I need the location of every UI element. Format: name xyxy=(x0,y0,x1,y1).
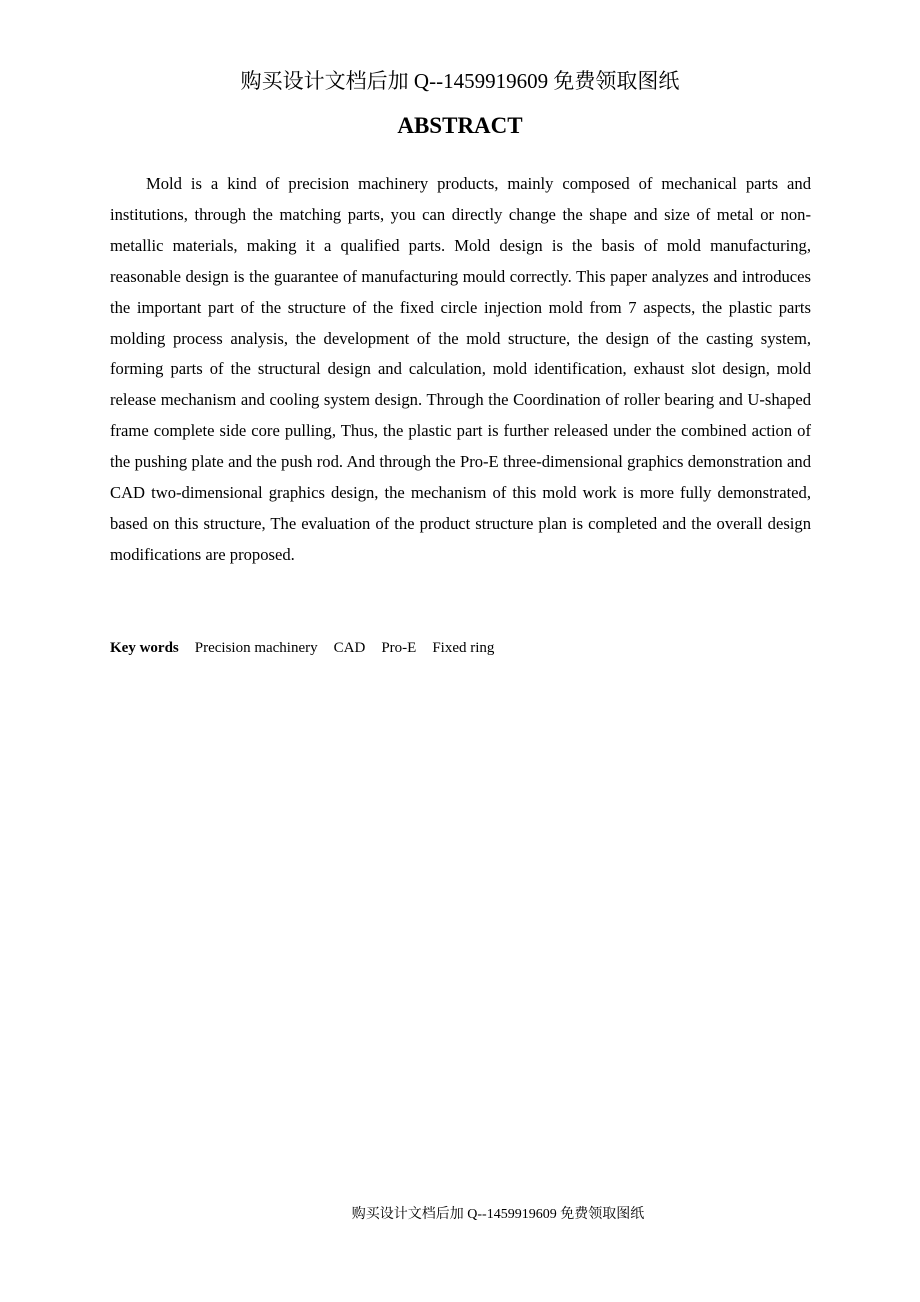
keyword-item: Pro-E xyxy=(381,640,417,656)
keyword-item: Precision machinery xyxy=(194,640,318,656)
keyword-item: CAD xyxy=(333,640,366,656)
keywords-line xyxy=(110,636,811,660)
header-watermark-note: 购买设计文档后加 Q--1459919609 免费领取图纸 xyxy=(240,69,680,93)
keywords-label: Key words xyxy=(110,640,179,656)
footer-watermark-note: 购买设计文档后加 Q--1459919609 免费领取图纸 xyxy=(351,1207,645,1222)
abstract-paragraph: Mold is a kind of precision machinery products, mainly composed of mechanical parts and institutions, through the matching parts, you can directly change the shape and size of metal or non-metallic materials, making it a qualified parts. Mold design is the basis of mold manufacturing, reasonable design is the guarantee of manufacturing mould correctly. This paper analyzes and introduces the important part of the structure of the fixed circle injection mold from 7 aspects, the plastic parts molding process analysis, the development of the mold structure, the design of the casting system, forming parts of the structural design and calculation, mold identification, exhaust slot design, mold release mechanism and cooling system design. Through the Coordination of roller bearing and U-shaped frame complete side core pulling, Thus, the plastic part is further released under the combined action of the pushing plate and the push rod. And through the Pro-E three-dimensional graphics demonstration and CAD two-dimensional graphics design, the mechanism of this mold work is more fully demonstrated, based on this structure, The evaluation of the product structure plan is completed and the overall design modifications are proposed. xyxy=(110,174,811,564)
page-title: ABSTRACT xyxy=(397,113,523,138)
keyword-item: Fixed ring xyxy=(432,640,495,656)
